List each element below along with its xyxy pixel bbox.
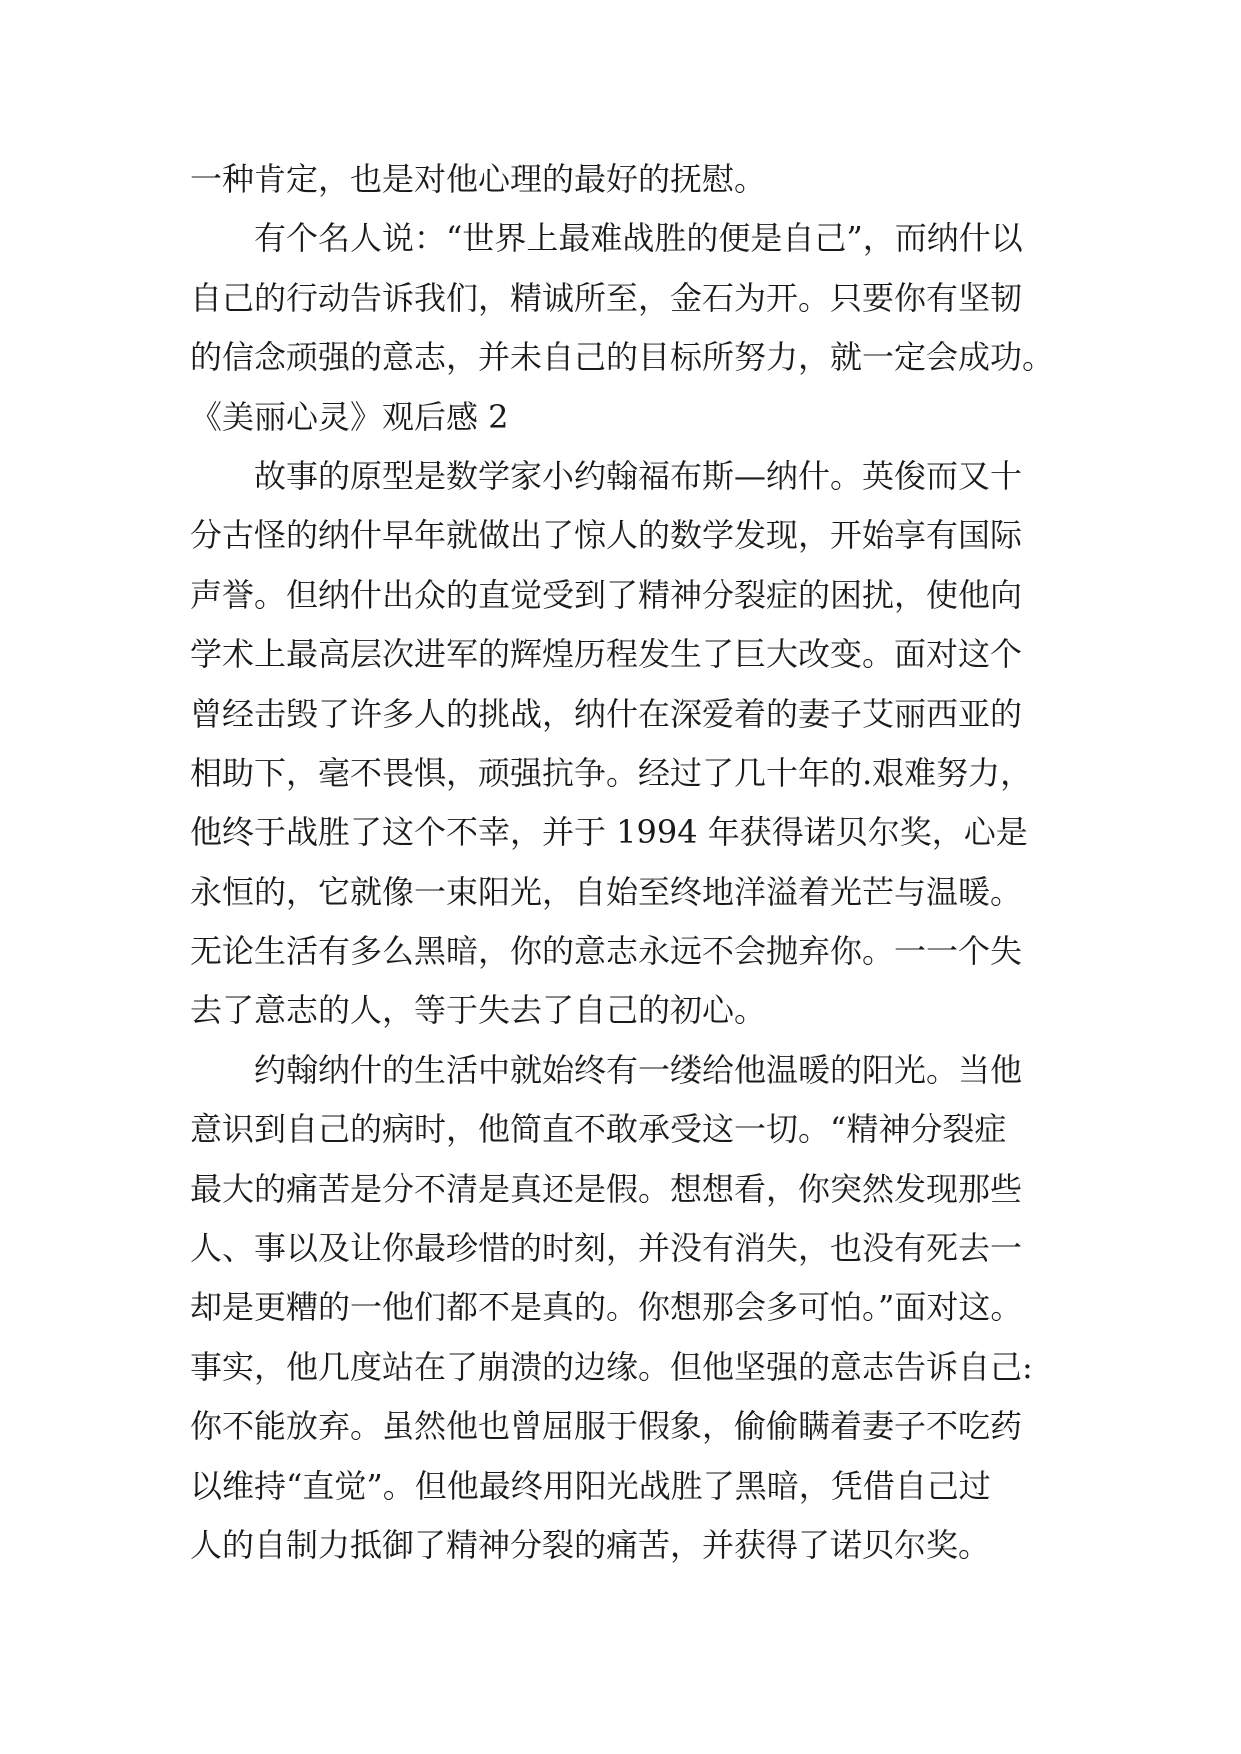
text-line: 学术上最高层次进军的辉煌历程发生了巨大改变。面对这个	[190, 635, 1023, 674]
text-line: 自己的行动告诉我们，精诚所至，金石为开。只要你有坚韧	[190, 278, 1023, 317]
text-line: 以维持“直觉”。但他最终用阳光战胜了黑暗，凭借自己过	[190, 1466, 991, 1505]
text-line: 分古怪的纳什早年就做出了惊人的数学发现，开始享有国际	[190, 516, 1023, 555]
text-line: 你不能放弃。虽然他也曾屈服于假象，偷偷瞒着妻子不吃药	[190, 1407, 1023, 1446]
text-line: 却是更糟的一他们都不是真的。你想那会多可怕。”面对这。	[190, 1288, 1023, 1327]
text-line: 永恒的，它就像一束阳光，自始至终地洋溢着光芒与温暖。	[190, 872, 1023, 911]
text-line: 无论生活有多么黑暗，你的意志永远不会抛弃你。一一个失	[190, 932, 1023, 971]
text-line: 约翰纳什的生活中就始终有一缕给他温暖的阳光。当他	[254, 1050, 1023, 1089]
text-line: 最大的痛苦是分不清是真还是假。想想看，你突然发现那些	[190, 1169, 1023, 1208]
text-line: 曾经击毁了许多人的挑战，纳什在深爱着的妻子艾丽西亚的	[190, 694, 1023, 733]
text-line: 人的自制力抵御了精神分裂的痛苦，并获得了诺贝尔奖。	[190, 1525, 991, 1564]
text-line: 事实，他几度站在了崩溃的边缘。但他坚强的意志告诉自己:	[190, 1347, 1033, 1386]
text-line: 的信念顽强的意志，并未自己的目标所努力，就一定会成功。	[190, 338, 1055, 377]
text-line: 相助下，毫不畏惧，顽强抗争。经过了几十年的.艰难努力，	[190, 753, 1033, 792]
text-line: 一种肯定，也是对他心理的最好的抚慰。	[190, 160, 767, 198]
text-line: 去了意志的人，等于失去了自己的初心。	[190, 991, 767, 1030]
text-line: 声誉。但纳什出众的直觉受到了精神分裂症的困扰，使他向	[190, 575, 1023, 614]
text-line: 故事的原型是数学家小约翰福布斯—纳什。英俊而又十	[254, 456, 1023, 495]
document-body	[190, 150, 1070, 1575]
text-line: 意识到自己的病时，他简直不敢承受这一切。“精神分裂症	[190, 1110, 1007, 1149]
text-line: 人、事以及让你最珍惜的时刻，并没有消失，也没有死去一	[190, 1229, 1023, 1268]
text-line: 他终于战胜了这个不幸，并于 1994 年获得诺贝尔奖，心是	[190, 813, 1028, 852]
text-line: 有个名人说：“世界上最难战胜的便是自己”，而纳什以	[254, 219, 1023, 258]
section-heading: 《美丽心灵》观后感 2	[190, 397, 509, 436]
